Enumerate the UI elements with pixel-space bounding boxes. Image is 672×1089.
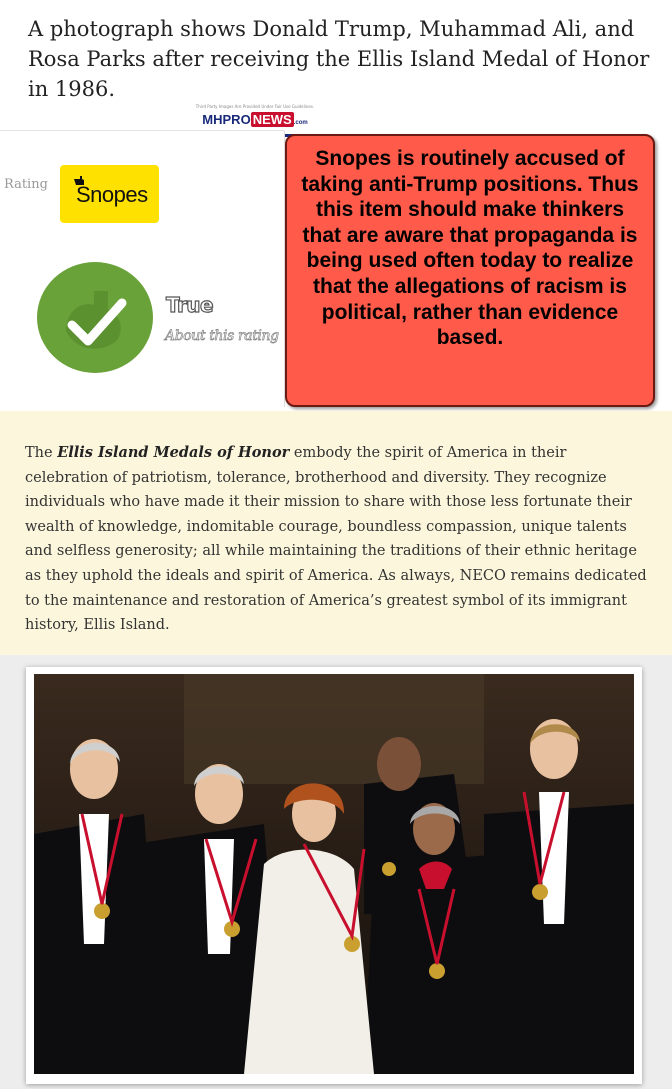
check-badge-icon [36, 261, 154, 374]
group-photo-illustration [34, 674, 634, 1074]
callout-box: Snopes is routinely accused of taking anti-Trump positions. Thus this item should make thinkers that are aware that propaganda is being used often today to realize that the allegations of racism is political, rather than evidence based. [285, 134, 655, 407]
rating-verdict: True [166, 293, 214, 317]
snopes-logo[interactable] [60, 165, 159, 223]
quote-text [25, 441, 652, 638]
logo-notice: Third Party Images Are Provided Under Fair Use Guidelines. [195, 104, 315, 109]
logo-mh: MHPRO [202, 112, 251, 127]
logo-dotcom: .com [293, 120, 308, 126]
about-rating-link[interactable]: About this rating [165, 328, 279, 344]
snopes-brand: Snopes [76, 182, 148, 207]
quote-emphasis: Ellis Island Medals of Honor [57, 444, 290, 461]
logo-news: NEWS [252, 112, 292, 127]
group-photo [34, 674, 634, 1074]
quote-body: embody the spirit of America in their celebration of patriotism, tolerance, brotherhood and diversity. They recognize individuals who have made it their mission to share with those less fortunate their wealth of knowledge, indomitable courage, boundless compassion, unique talents and selfless generosity; all while maintaining the traditions of their ethnic heritage as they uphold the ideals and spirit of America. As always, NECO remains dedicated to the maintenance and restoration of America’s greatest symbol of its immigrant history, Ellis Island. [25, 445, 647, 634]
headline: A photograph shows Donald Trump, Muhammad Ali, and Rosa Parks after receiving the Ellis Island Medal of Honor in 1986. [28, 17, 650, 101]
rating-label: Rating [4, 177, 48, 192]
quote-lead: The [25, 445, 58, 461]
